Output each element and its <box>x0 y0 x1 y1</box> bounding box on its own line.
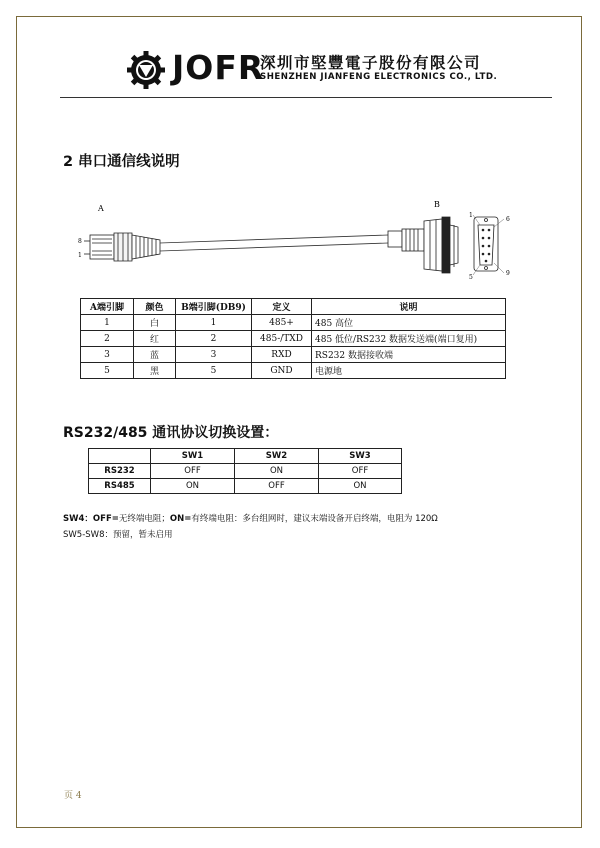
page-number: 页 4 <box>64 791 82 801</box>
cell-b-pin: 5 <box>176 363 252 379</box>
rj45-connector <box>84 233 160 261</box>
cell-sw1: OFF <box>151 464 235 479</box>
note-sw4-label: SW4： <box>63 514 93 524</box>
cell-b-pin: 3 <box>176 347 252 363</box>
company-name-en: SHENZHEN JIANFENG ELECTRONICS CO., LTD. <box>260 72 498 82</box>
cell-description: 电源地 <box>312 363 506 379</box>
header-definition: 定义 <box>252 299 312 315</box>
cell-sw3: ON <box>319 479 402 494</box>
pin-label-1-left: 1 <box>78 252 82 259</box>
cell-b-pin: 2 <box>176 331 252 347</box>
cell-definition: 485-/TXD <box>252 331 312 347</box>
letterhead <box>120 46 540 94</box>
pin-label-1-right: 1 <box>469 212 473 219</box>
cell-color: 白 <box>134 315 176 331</box>
header-color: 颜色 <box>134 299 176 315</box>
row-label-rs485: RS485 <box>89 479 151 494</box>
cell-b-pin: 1 <box>176 315 252 331</box>
note-sw5-8: SW5-SW8：预留，暂未启用 <box>63 530 173 540</box>
cell-definition: RXD <box>252 347 312 363</box>
gear-logo-icon <box>126 50 166 90</box>
table-header-row <box>89 449 402 464</box>
cell-sw2: ON <box>235 464 319 479</box>
cell-color: 红 <box>134 331 176 347</box>
cell-sw2: OFF <box>235 479 319 494</box>
section-title: 2 串口通信线说明 <box>63 154 180 170</box>
cell-sw1: ON <box>151 479 235 494</box>
table-row <box>81 363 506 379</box>
note-sw4-off: OFF= <box>92 514 119 524</box>
label-a: A <box>98 204 104 213</box>
cell-definition: 485+ <box>252 315 312 331</box>
header-description: 说明 <box>312 299 506 315</box>
header-sw2: SW2 <box>235 449 319 464</box>
pin-label-9: 9 <box>506 270 510 277</box>
cell-color: 蓝 <box>134 347 176 363</box>
cell-a-pin: 5 <box>81 363 134 379</box>
cell-definition: GND <box>252 363 312 379</box>
cell-description: 485 高位 <box>312 315 506 331</box>
cell-description: RS232 数据接收端 <box>312 347 506 363</box>
header-divider <box>60 97 552 98</box>
note-sw4-on-text: 有终端电阻：多台组网时，建议末端设备开启终端，电阻为 120Ω <box>191 514 438 524</box>
header-a-pin: A端引脚 <box>81 299 134 315</box>
note-sw4 <box>63 512 438 524</box>
cell-a-pin: 3 <box>81 347 134 363</box>
header-sw1: SW1 <box>151 449 235 464</box>
sw-section-title: RS232/485 通讯协议切换设置： <box>63 425 279 441</box>
row-label-rs232: RS232 <box>89 464 151 479</box>
note-sw4-off-text: 无终端电阻； <box>118 514 170 524</box>
company-name-cn: 深圳市堅豐電子股份有限公司 <box>260 54 482 72</box>
cell-a-pin: 2 <box>81 331 134 347</box>
note-sw4-on: ON= <box>169 514 192 524</box>
table-row <box>81 347 506 363</box>
table-row <box>89 479 402 494</box>
table-row <box>81 315 506 331</box>
cell-sw3: OFF <box>319 464 402 479</box>
cable-diagram <box>70 195 530 285</box>
cable-line <box>160 235 388 251</box>
cell-a-pin: 1 <box>81 315 134 331</box>
table-row <box>81 331 506 347</box>
pin-label-5: 5 <box>469 274 473 281</box>
table-row <box>89 464 402 479</box>
label-b: B <box>434 200 440 209</box>
sw-settings-table <box>88 448 402 494</box>
pin-label-6: 6 <box>506 216 510 223</box>
table-header-row <box>81 299 506 315</box>
pin-definition-table <box>80 298 506 379</box>
pin-label-8: 8 <box>78 238 82 245</box>
cell-color: 黑 <box>134 363 176 379</box>
header-empty <box>89 449 151 464</box>
cell-description: 485 低位/RS232 数据发送端(端口复用) <box>312 331 506 347</box>
header-b-pin: B端引脚(DB9) <box>176 299 252 315</box>
brand-logo-text: JOFR <box>172 48 265 87</box>
db9-connector <box>388 217 498 273</box>
header-sw3: SW3 <box>319 449 402 464</box>
